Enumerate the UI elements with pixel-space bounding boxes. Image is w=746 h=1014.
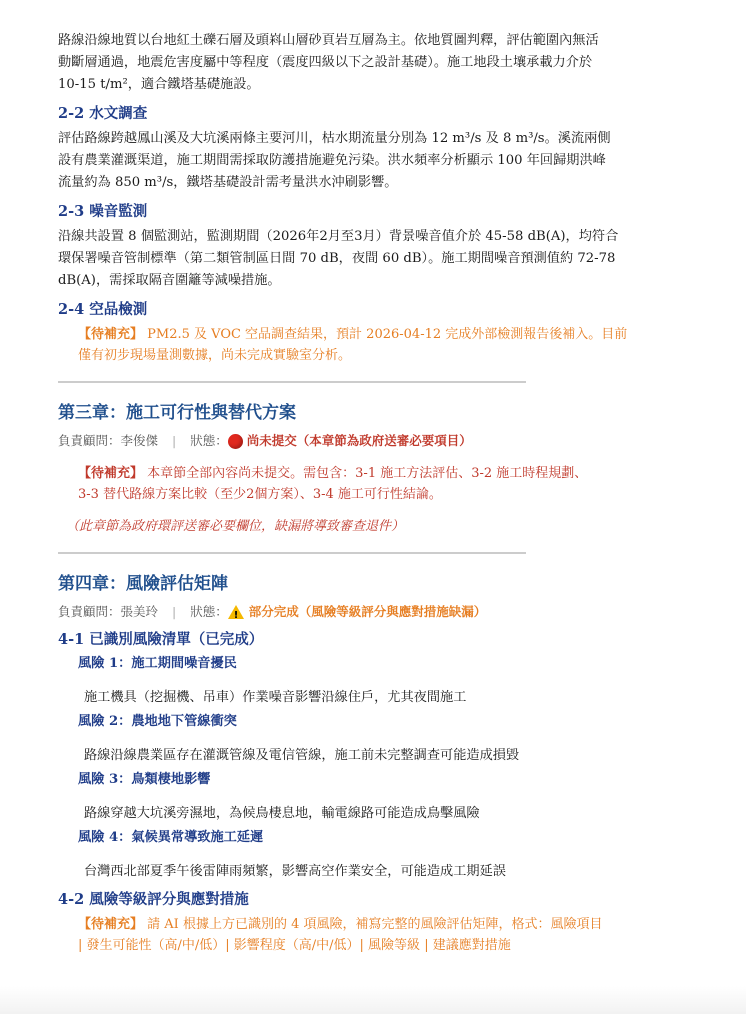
- red-circle-icon: [228, 434, 243, 449]
- pending-tag: 【待補充】: [78, 466, 144, 481]
- chapter-3-pending-line-1: 本章節全部內容尚未提交。需包含：3-1 施工方法評估、3-2 施工時程規劃、: [147, 466, 588, 481]
- status-label: 狀態：: [190, 433, 228, 448]
- hydrology-line-3: 流量約為 850 m³/s，鐵塔基礎設計需考量洪水沖刷影響。: [58, 175, 398, 190]
- consultant-label: 負責顧問：: [58, 604, 121, 619]
- chapter-3-pending-line-2: 3-3 替代路線方案比較（至少2個方案）、3-4 施工可行性結論。: [78, 487, 442, 502]
- section-2-2-heading: 2-2 水文調查: [58, 105, 148, 122]
- risk-1-description: 施工機具（挖掘機、吊車）作業噪音影響沿線住戶，尤其夜間施工: [84, 690, 467, 705]
- document-page: [58, 30, 668, 956]
- risk-1-title: 風險 1：施工期間噪音擾民: [78, 656, 237, 671]
- noise-line-3: dB(A)，需採取隔音圍籬等減噪措施。: [58, 273, 281, 288]
- geology-line-1: 路線沿線地質以台地紅土礫石層及頭嵙山層砂頁岩互層為主。依地質圖判釋，評估範圍內無活: [58, 33, 599, 48]
- chapter-3-warning-note: （此章節為政府環評送審必要欄位，缺漏將導致審查退件）: [66, 519, 405, 534]
- section-2-3-heading: 2-3 噪音監測: [58, 203, 148, 220]
- geology-paragraph: [58, 30, 668, 96]
- noise-line-2: 環保署噪音管制標準（第二類管制區日間 70 dB，夜間 60 dB）。施工期間噪音預測值約 72-78: [58, 251, 616, 266]
- section-2-4-heading: 2-4 空品檢測: [58, 301, 148, 318]
- status-badge: [228, 431, 472, 451]
- chapter-3-pending-note: [58, 463, 668, 505]
- air-quality-line-2: 僅有初步現場量測數據，尚未完成實驗室分析。: [78, 348, 352, 363]
- warning-icon: [228, 605, 244, 619]
- consultant-label: 負責顧問：: [58, 433, 121, 448]
- consultant-name: 張美玲: [120, 604, 159, 619]
- noise-line-1: 沿線共設置 8 個監測站，監測期間（2026年2月至3月）背景噪音值介於 45-58 dB(A)，均符合: [58, 229, 619, 244]
- risk-2-description: 路線沿線農業區存在灌溉管線及電信管線，施工前未完整調查可能造成損毀: [84, 748, 520, 763]
- meta-separator: |: [172, 433, 177, 448]
- status-text: 尚未提交（本章節為政府送審必要項目）: [246, 433, 472, 448]
- hydrology-line-1: 評估路線跨越鳳山溪及大坑溪兩條主要河川，枯水期流量分別為 12 m³/s 及 8 m³/s。溪流兩側: [58, 131, 611, 146]
- air-quality-line-1: PM2.5 及 VOC 空品調查結果，預計 2026-04-12 完成外部檢測報告後補入。目前: [147, 327, 628, 342]
- chapter-3-title: 第三章：施工可行性與替代方案: [58, 403, 296, 423]
- pending-tag: 【待補充】: [78, 917, 144, 932]
- air-quality-pending-note: [58, 324, 668, 366]
- page-bottom-shadow: [0, 986, 746, 1014]
- risk-4-description: 台灣西北部夏季午後雷陣雨頻繁，影響高空作業安全，可能造成工期延誤: [84, 864, 506, 879]
- status-label: 狀態：: [190, 604, 228, 619]
- risk-2-title: 風險 2：農地地下管線衝突: [78, 714, 237, 729]
- risk-3-description: 路線穿越大坑溪旁濕地，為候鳥棲息地，輸電線路可能造成鳥擊風險: [84, 806, 480, 821]
- geology-line-2: 動斷層通過，地震危害度屬中等程度（震度四級以下之設計基礎）。施工地段土壤承載力介於: [58, 55, 593, 70]
- meta-separator: |: [172, 604, 177, 619]
- geology-line-3: 10-15 t/m²，適合鐵塔基礎施設。: [58, 77, 260, 92]
- chapter-3-meta: [58, 431, 668, 451]
- chapter-4-meta: [58, 602, 668, 622]
- divider: [58, 381, 526, 383]
- risk-matrix-line-2: | 發生可能性（高/中/低）| 影響程度（高/中/低）| 風險等級 | 建議應對措施: [78, 938, 511, 953]
- risk-3-title: 風險 3：鳥類棲地影響: [78, 772, 211, 787]
- hydrology-line-2: 設有農業灌溉渠道，施工期間需採取防護措施避免污染。洪水頻率分析顯示 100 年回歸期洪峰: [58, 153, 606, 168]
- pending-tag: 【待補充】: [78, 327, 144, 342]
- consultant-name: 李俊傑: [120, 433, 159, 448]
- section-4-1-heading: 4-1 已識別風險清單（已完成）: [58, 631, 264, 648]
- risk-matrix-line-1: 請 AI 根據上方已識別的 4 項風險，補寫完整的風險評估矩陣，格式：風險項目: [147, 917, 603, 932]
- divider: [58, 552, 526, 554]
- status-badge: [228, 602, 487, 622]
- noise-paragraph: [58, 226, 668, 292]
- section-4-2-heading: 4-2 風險等級評分與應對措施: [58, 891, 249, 908]
- status-text: 部分完成（風險等級評分與應對措施缺漏）: [248, 604, 487, 619]
- hydrology-paragraph: [58, 128, 668, 194]
- chapter-4-title: 第四章：風險評估矩陣: [58, 574, 228, 594]
- risk-4-title: 風險 4：氣候異常導致施工延遲: [78, 830, 264, 845]
- risk-matrix-pending-note: [58, 914, 668, 956]
